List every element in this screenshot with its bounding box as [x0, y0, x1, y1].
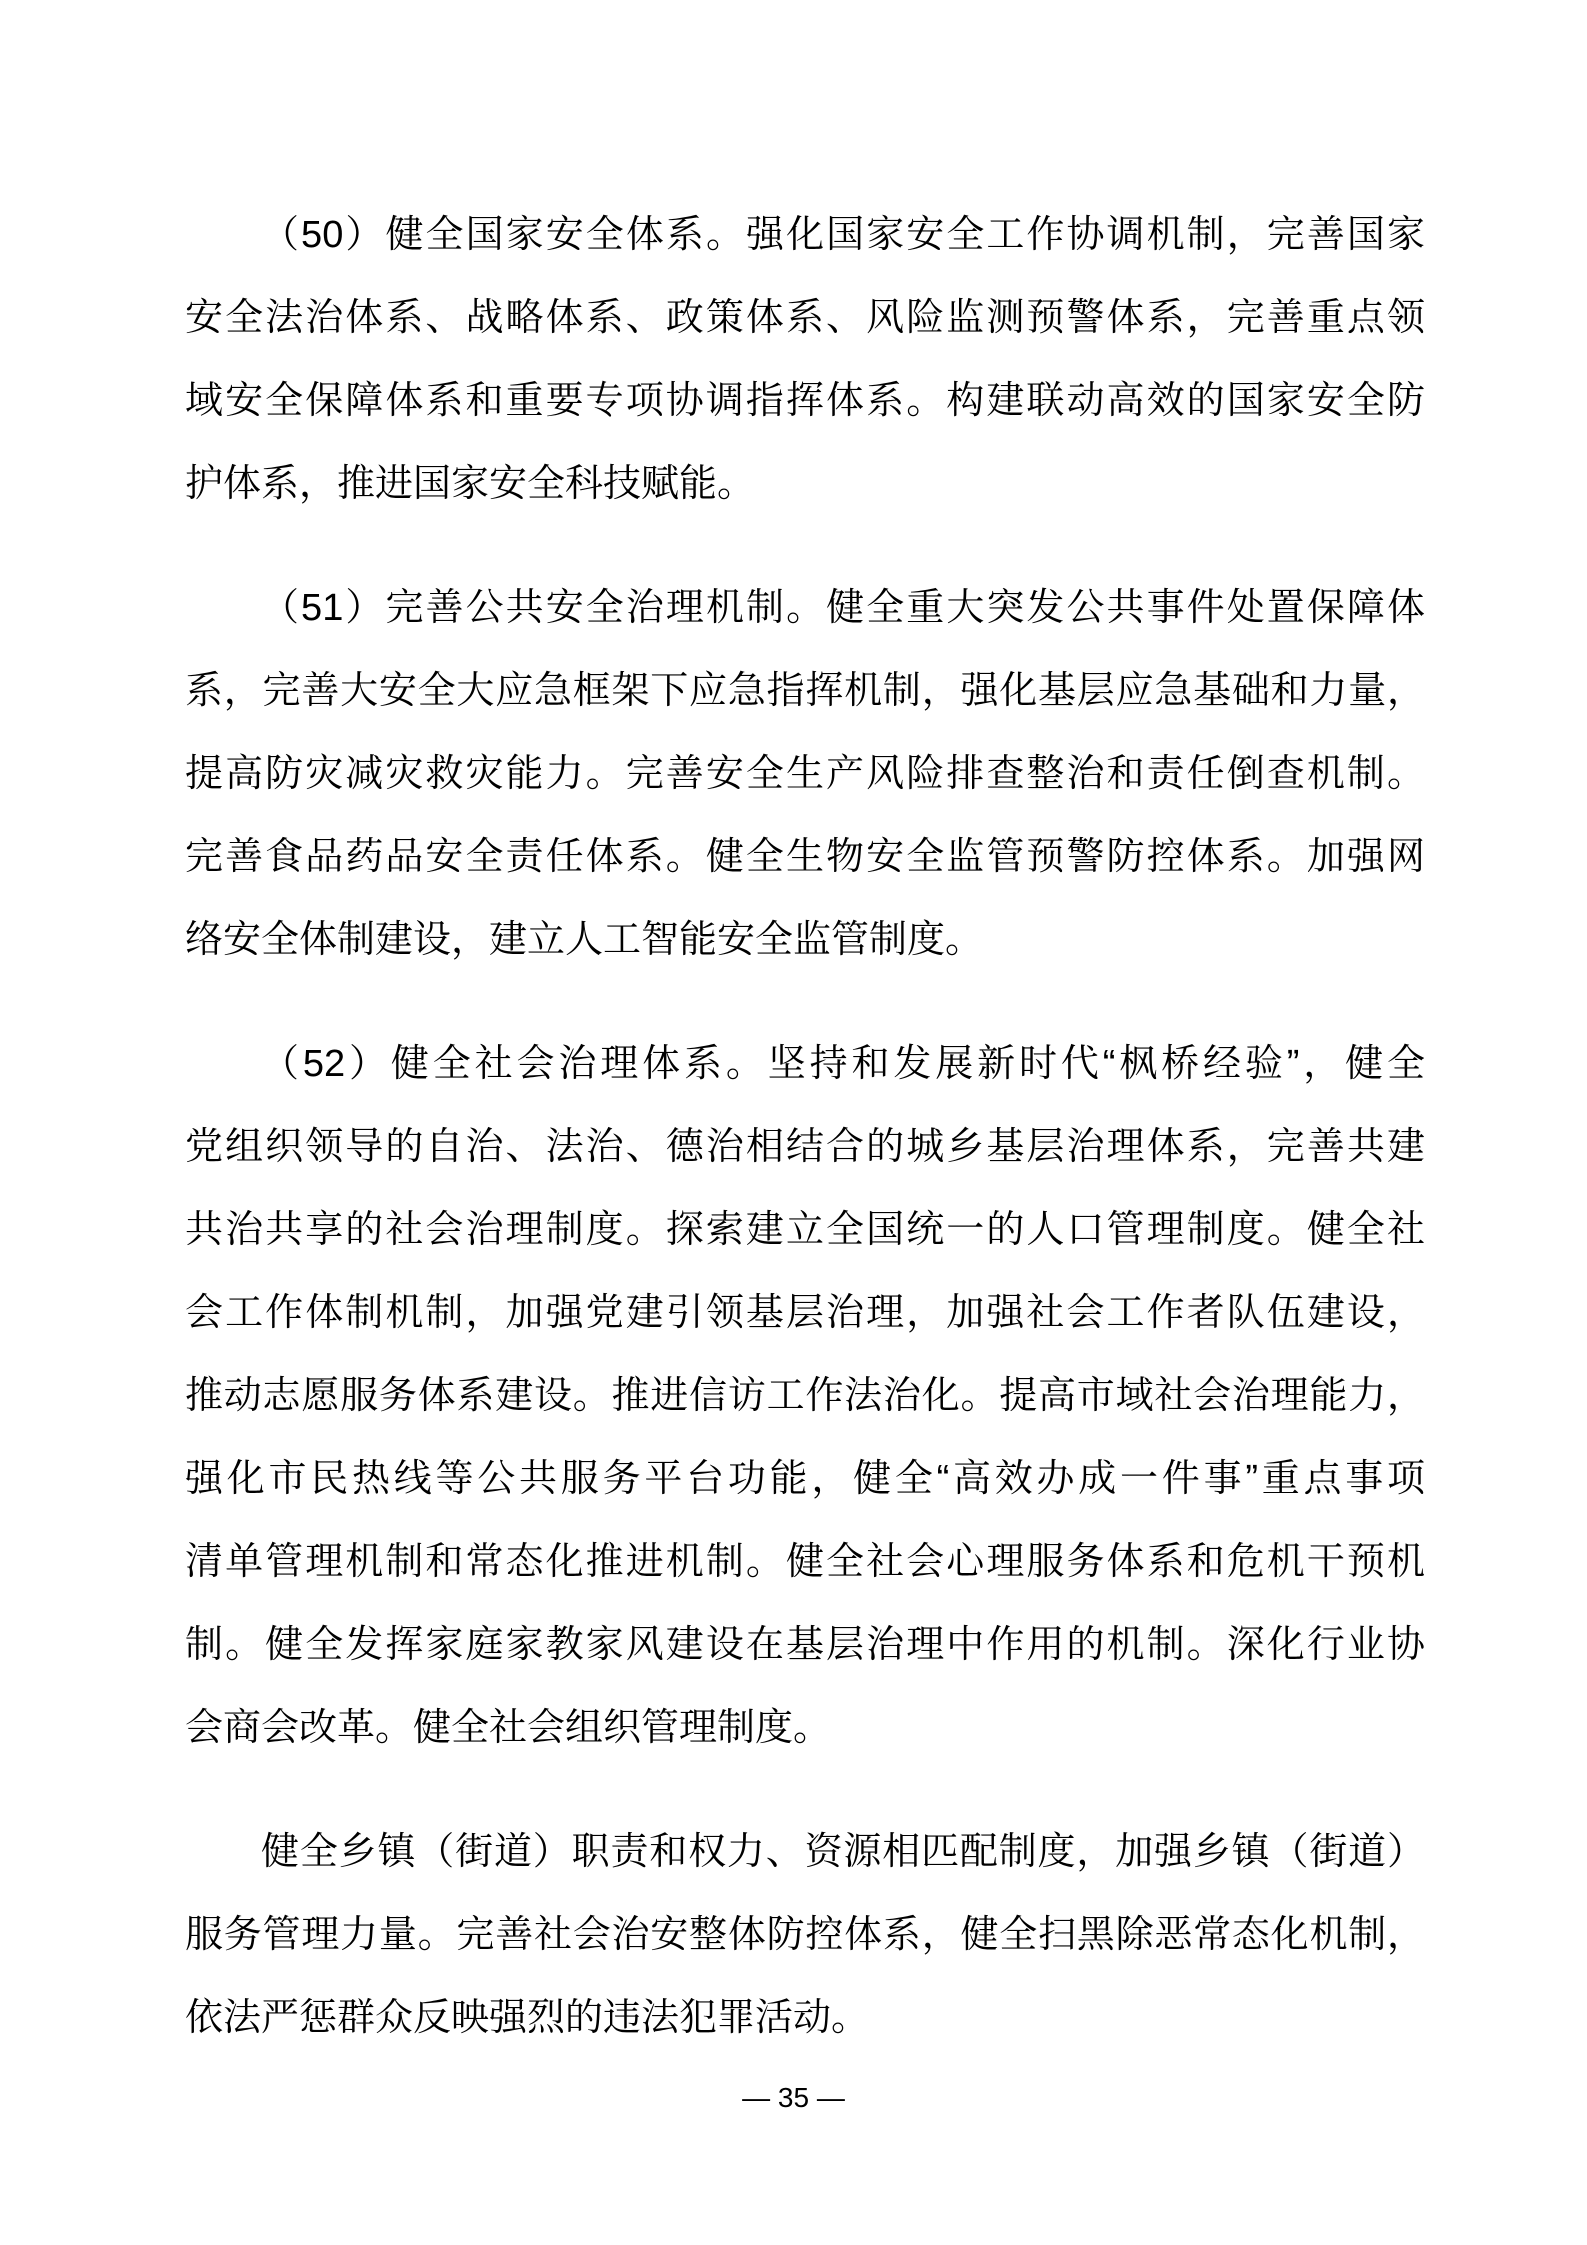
- text-line: 强化市民热线等公共服务平台功能，健全“高效办成一件事”重点事项: [185, 1458, 1425, 1500]
- text-line: 党组织领导的自治、法治、德治相结合的城乡基层治理体系，完善共建: [185, 1126, 1425, 1168]
- paragraph-item-50: [185, 194, 1425, 526]
- text-line: 共治共享的社会治理制度。探索建立全国统一的人口管理制度。健全社: [185, 1209, 1425, 1251]
- text-line: （51）完善公共安全治理机制。健全重大突发公共事件处置保障体: [261, 587, 1425, 629]
- text-line: 健全乡镇（街道）职责和权力、资源相匹配制度，加强乡镇（街道）: [261, 1831, 1425, 1873]
- paragraph-township-services: [185, 1811, 1425, 2060]
- text-line: 络安全体制建设，建立人工智能安全监管制度。: [185, 919, 984, 961]
- text-line: 提高防灾减灾救灾能力。完善安全生产风险排查整治和责任倒查机制。: [185, 753, 1425, 795]
- page-footer: [0, 2076, 1587, 2120]
- text-line: 完善食品药品安全责任体系。健全生物安全监管预警防控体系。加强网: [185, 836, 1425, 878]
- text-line: 依法严惩群众反映强烈的违法犯罪活动。: [185, 1997, 870, 2039]
- text-line: 服务管理力量。完善社会治安整体防控体系，健全扫黑除恶常态化机制，: [185, 1914, 1425, 1956]
- text-line: （52）健全社会治理体系。坚持和发展新时代“枫桥经验”，健全: [261, 1043, 1425, 1085]
- text-line: 域安全保障体系和重要专项协调指挥体系。构建联动高效的国家安全防: [185, 380, 1425, 422]
- document-content: [185, 194, 1425, 2060]
- text-line: 推动志愿服务体系建设。推进信访工作法治化。提高市域社会治理能力，: [185, 1375, 1425, 1417]
- text-line: 会商会改革。健全社会组织管理制度。: [185, 1707, 832, 1749]
- text-line: 清单管理机制和常态化推进机制。健全社会心理服务体系和危机干预机: [185, 1541, 1425, 1583]
- text-line: 制。健全发挥家庭家教家风建设在基层治理中作用的机制。深化行业协: [185, 1624, 1425, 1666]
- text-line: 护体系，推进国家安全科技赋能。: [185, 463, 756, 505]
- text-line: 系，完善大安全大应急框架下应急指挥机制，强化基层应急基础和力量，: [185, 670, 1425, 712]
- text-line: 会工作体制机制，加强党建引领基层治理，加强社会工作者队伍建设，: [185, 1292, 1425, 1334]
- paragraph-item-52: [185, 1023, 1425, 1770]
- text-line: 安全法治体系、战略体系、政策体系、风险监测预警体系，完善重点领: [185, 297, 1425, 339]
- page-number: — 35 —: [742, 2082, 845, 2113]
- paragraph-item-51: [185, 567, 1425, 982]
- text-line: （50）健全国家安全体系。强化国家安全工作协调机制，完善国家: [261, 214, 1425, 256]
